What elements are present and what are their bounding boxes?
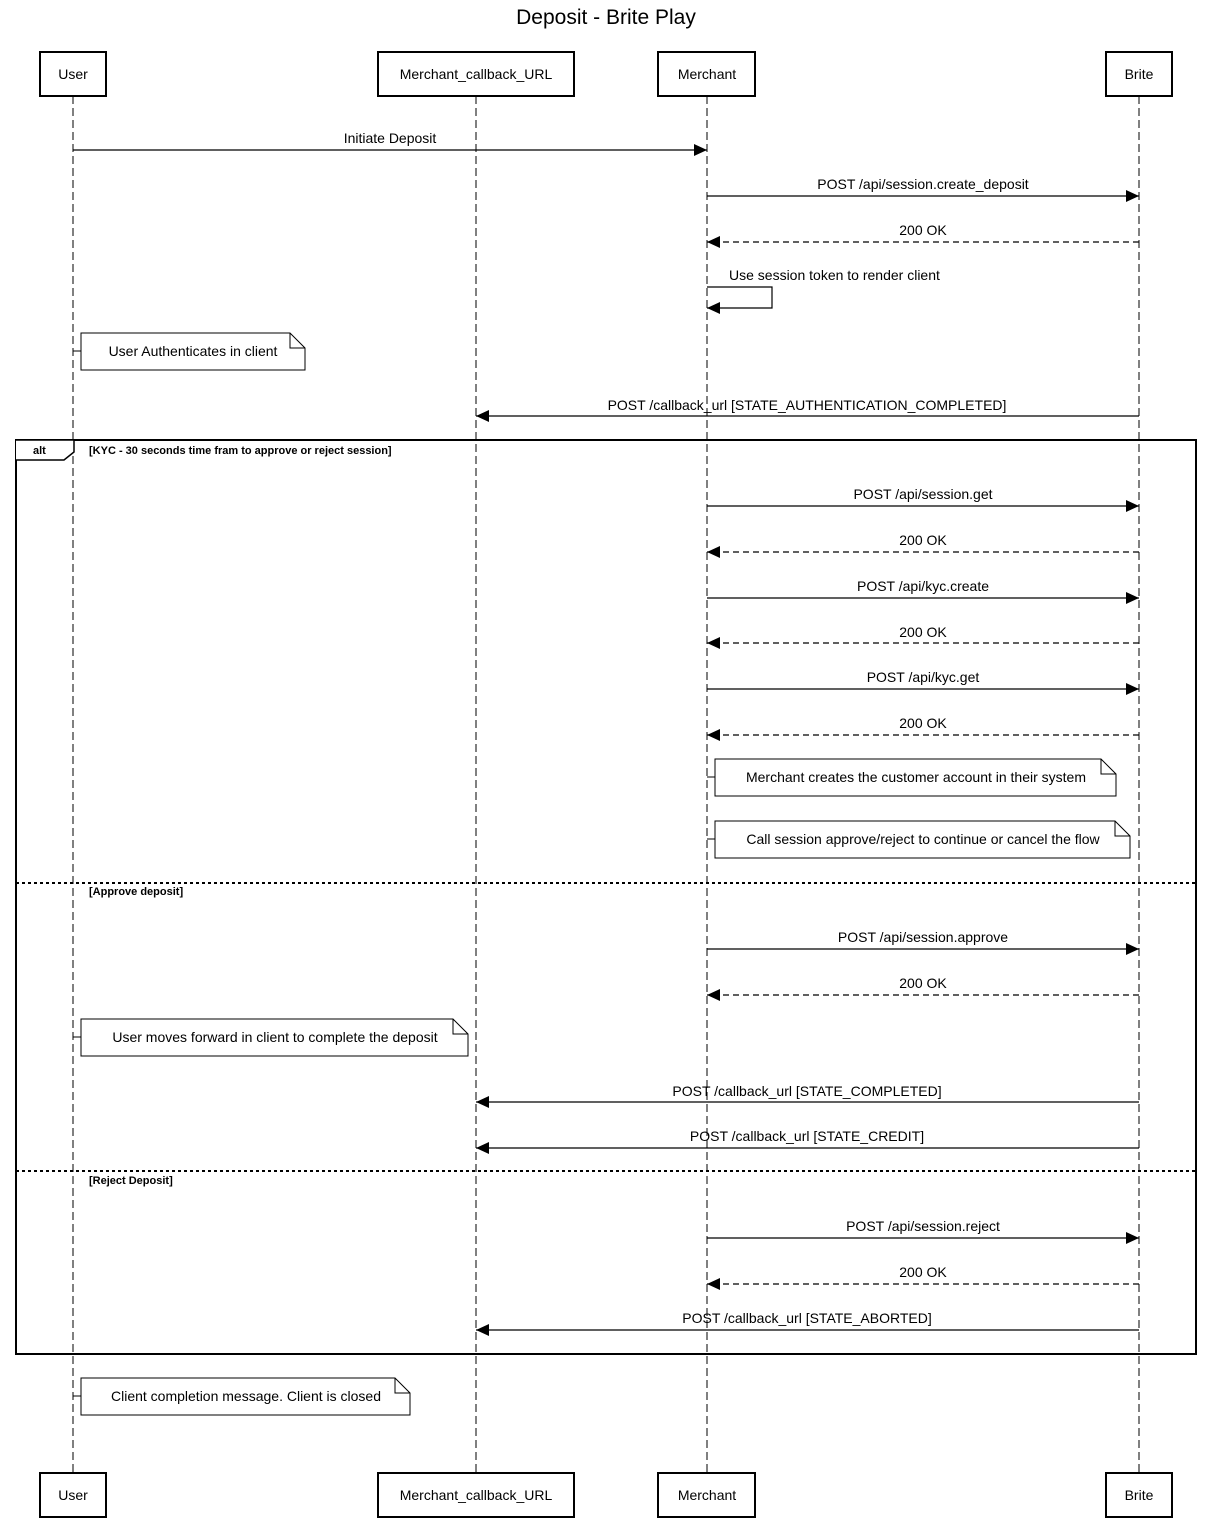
note-text: Merchant creates the customer account in their system	[745, 769, 1087, 785]
actor-footer-callback[interactable]	[378, 1473, 574, 1517]
alt-guard-approve: [Approve deposit]	[89, 886, 184, 898]
message-label: POST /api/session.reject	[846, 1218, 1000, 1234]
message-label: 200 OK	[899, 975, 947, 991]
message-label: POST /callback_url [STATE_ABORTED]	[682, 1310, 932, 1326]
actor-label-callback-bottom: Merchant_callback_URL	[399, 1487, 553, 1503]
alt-frame	[16, 440, 1196, 1354]
message-label: 200 OK	[899, 222, 947, 238]
actor-footer-merchant[interactable]	[658, 1473, 755, 1517]
actor-header-callback[interactable]	[378, 52, 574, 96]
note-user-authenticates[interactable]	[73, 333, 305, 370]
actor-label-brite-bottom: Brite	[1124, 1487, 1154, 1503]
actor-header-brite[interactable]	[1106, 52, 1172, 96]
actor-label-brite: Brite	[1124, 66, 1154, 82]
note-text: Client completion message. Client is closed	[110, 1388, 382, 1404]
alt-guard-kyc: [KYC - 30 seconds time fram to approve or reject session]	[89, 445, 392, 457]
message-label: POST /callback_url [STATE_AUTHENTICATION_COMPLETED]	[607, 397, 1007, 413]
messages	[73, 150, 1139, 1330]
message-label: POST /callback_url [STATE_COMPLETED]	[672, 1083, 942, 1099]
message-label: POST /callback_url [STATE_CREDIT]	[689, 1128, 925, 1144]
alt-fragment	[16, 440, 1196, 1354]
message-label: POST /api/session.create_deposit	[817, 176, 1029, 192]
message-label: 200 OK	[899, 1264, 947, 1280]
note-user-moves-forward[interactable]	[73, 1019, 468, 1056]
alt-guard-reject: [Reject Deposit]	[89, 1175, 173, 1187]
diagram-title: Deposit - Brite Play	[516, 6, 696, 29]
message-label: POST /api/session.approve	[837, 929, 1009, 945]
message-label: POST /api/kyc.get	[866, 669, 980, 685]
alt-keyword: alt	[33, 445, 46, 457]
message-label: 200 OK	[899, 624, 947, 640]
actor-footer-user[interactable]	[40, 1473, 106, 1517]
actor-label-callback: Merchant_callback_URL	[399, 66, 553, 82]
actor-header-merchant[interactable]	[658, 52, 755, 96]
note-text: Call session approve/reject to continue or cancel the flow	[746, 831, 1100, 847]
note-client-completion[interactable]	[73, 1378, 410, 1415]
note-text: User moves forward in client to complete the deposit	[112, 1029, 438, 1045]
actor-label-user-bottom: User	[58, 1487, 88, 1503]
actor-footer-brite[interactable]	[1106, 1473, 1172, 1517]
message-label: POST /api/kyc.create	[856, 578, 990, 594]
message-label: 200 OK	[899, 715, 947, 731]
actor-label-merchant-bottom: Merchant	[677, 1487, 737, 1503]
message-self-arrow[interactable]	[707, 287, 772, 308]
actor-label-merchant: Merchant	[677, 66, 737, 82]
message-label: Use session token to render client	[729, 267, 940, 283]
actor-header-user[interactable]	[40, 52, 106, 96]
note-merchant-creates-account[interactable]	[707, 759, 1116, 796]
note-text: User Authenticates in client	[108, 343, 278, 359]
message-labels	[344, 130, 1029, 1326]
message-label: POST /api/session.get	[853, 486, 993, 502]
message-label: 200 OK	[899, 532, 947, 548]
message-label: Initiate Deposit	[343, 130, 437, 146]
actor-label-user: User	[58, 66, 88, 82]
note-call-approve-reject[interactable]	[707, 821, 1130, 858]
